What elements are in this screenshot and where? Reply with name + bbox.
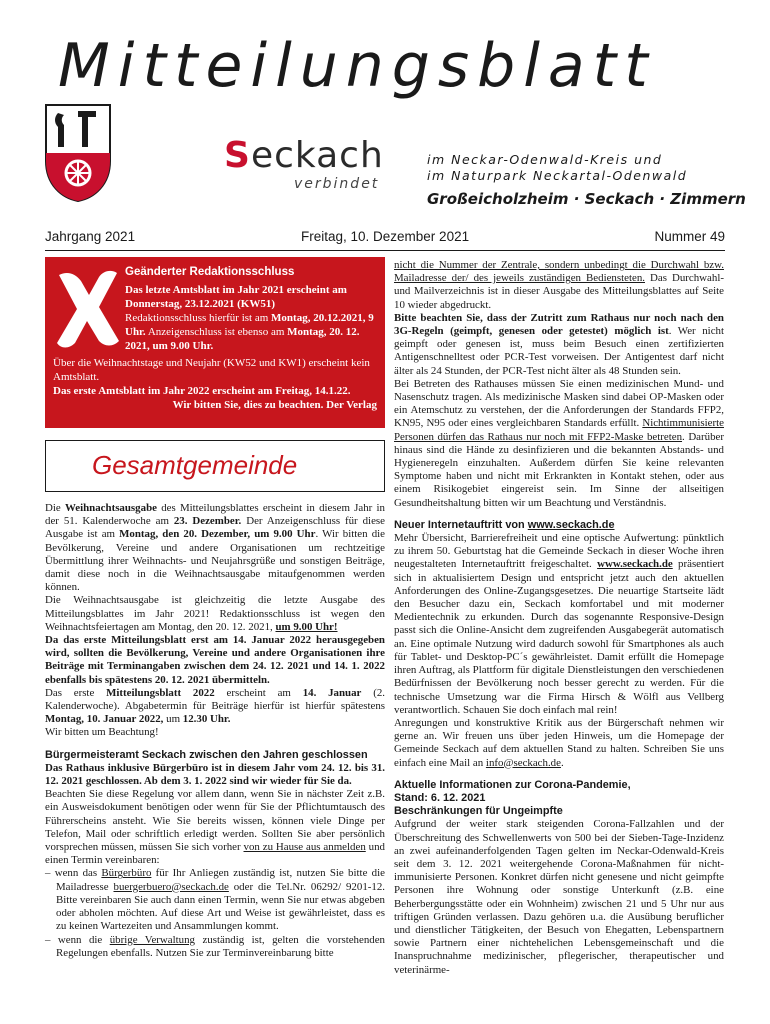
text: für Ihr Anliegen zuständig ist, nutzen Sie bitte die Mailadresse xyxy=(56,867,385,893)
region-line-2: im Naturpark Neckartal-Odenwald xyxy=(427,168,688,183)
paragraph-3g-rule xyxy=(394,312,724,378)
text: Montag, den 20. Dezember, um 9.00 Uhr xyxy=(119,528,316,541)
issue-meta-row xyxy=(45,229,725,247)
notice-line-2a: Redaktionsschluss hierfür ist am xyxy=(125,312,272,324)
text: Bitte beachten Sie, dass der Zutritt zum Rathaus nur noch nach den 3G-Regeln (geimpft, genesen oder getestet) möglich ist xyxy=(394,311,724,338)
notice-text xyxy=(125,265,375,353)
paragraph-feedback xyxy=(394,717,724,770)
spacer xyxy=(394,510,724,519)
text: 14. Januar xyxy=(302,686,362,699)
heading-corona-info: Aktuelle Informationen zur Corona-Pandemie, xyxy=(394,778,631,791)
region-info xyxy=(427,152,747,184)
paragraph-note: Wir bitten um Beachtung! xyxy=(45,726,159,739)
text: Der Anzeigenschluss für diese Ausgabe ist am xyxy=(45,515,385,541)
section-title: Gesamtgemeinde xyxy=(92,450,298,480)
notice-line-2 xyxy=(125,311,375,353)
region-line-1: im Neckar-Odenwald-Kreis und xyxy=(427,152,663,167)
header-divider xyxy=(45,250,725,251)
heading-new-website xyxy=(394,519,724,532)
seckach-logo xyxy=(224,135,384,192)
text: Weihnachtsausgabe xyxy=(64,502,157,514)
paragraph-first-issue-2022: Da das erste Mitteilungsblatt erst am 14. Januar 2022 herausgegeben wird, sollten die Bevölkerung, Vereine und andere Organisationen ihre Beiträge mit Terminangaben zwischen dem 24. 12. 2021 und 14. 1. 2022 ebenfalls bis spätestens 20. 12. 2021 übermitteln. xyxy=(45,634,385,686)
text: 23. Dezember. xyxy=(173,515,242,528)
heading-corona-date: Stand: 6. 12. 2021 xyxy=(394,791,486,804)
notice-line-1: Das letzte Amtsblatt im Jahr 2021 erscheint am Donnerstag, 23.12.2021 (KW51) xyxy=(125,284,347,310)
text: . Darüber hinaus sind die Hände zu desinfizieren und die bekannten Abstands- und Hygieneregeln einzuhalten. Außerdem dürfen Sie keine relevanten Symptome haben und nicht mit Erkrankten in Kontakt stehen, oder aus einem Risikogebiet eingereist sein. Im Sinne der allseitigen Gesundheitshaltung bitten wir um Beachtung und Verständnis. xyxy=(394,430,724,509)
district-names: Großeicholzheim · Seckach · Zimmern xyxy=(427,190,746,208)
text: Nichtimmunisierte Personen dürfen das Rathaus nur noch mit FFP2-Maske betreten xyxy=(394,417,724,443)
list-item-citizen-office xyxy=(45,867,385,933)
paragraph-closure-dates: Das Rathaus inklusive Bürgerbüro ist in diesem Jahr vom 24. 12. bis 31. 12. 2021 geschlossen. Ab dem 3. 1. 2022 sind wir wieder für Sie da. xyxy=(45,761,385,788)
text: nicht die Nummer der Zentrale, sondern unbedingt die Durchwahl bzw. Mailadresse der/ des jeweils zuständigen Bediensteten. xyxy=(394,259,724,285)
logo-name xyxy=(224,135,384,176)
paragraph-restrictions: Aufgrund der weiter stark steigenden Corona-Fallzahlen und der Überschreitung des Schwellenwerts von 500 bei der Sieben-Tage-Inzidenz an zwei aufeinanderfolgenden Tagen gelten im Neckar-Odenwald-Kreis seit dem 3. 12. 2021 weitergehende Corona-Maßnahmen für nicht-immunisierte Personen. Konkret dürfen nicht genesene und nicht geimpfte Personen ihre Wohnung oder sonstige Unterkunft (z.B. eine Beherbergungsstätte oder ein Wohnheim) zwischen 21 und 5 Uhr nur aus triftigen Gründen verlassen. Dazu gehören u.a. die Ausübung beruflicher und dienstlicher Tätigkeiten, der Besuch von Ehegatten, Lebenspartnern sowie Partnern einer nichtehelichen Lebensgemeinschaft und die Inanspruchnahme medizinischer, pflegerischer, therapeutischer und veterinärme- xyxy=(394,818,724,976)
paragraph-last-issue xyxy=(45,594,385,634)
logo-rest: eckach xyxy=(250,135,384,176)
list-item-administration xyxy=(45,934,385,960)
text: . xyxy=(560,756,564,769)
text: und einen Termin vereinbaren: xyxy=(45,841,385,867)
text: – wenn die xyxy=(45,933,110,946)
logo-slogan: verbindet xyxy=(294,176,380,192)
text: Montag, 10. Januar 2022, xyxy=(45,713,164,726)
text: des Mitteilungsblattes erscheint in diesem Jahr in der 51. Kalenderwoche am xyxy=(45,502,386,528)
heading-restrictions: Beschränkungen für Ungeimpfte xyxy=(394,805,563,818)
text: Neuer Internetauftritt von xyxy=(394,518,528,531)
paragraph-deadline-2022 xyxy=(45,687,385,727)
text: von zu Hause aus anmelden xyxy=(243,841,366,854)
notice-line-4: Das erste Amtsblatt im Jahr 2022 erscheint am Freitag, 14.1.22. xyxy=(53,385,351,397)
notice-line-2d: Montag, 20. 12. 2021, um 9.00 Uhr. xyxy=(125,326,360,352)
text: – wenn das xyxy=(45,867,102,880)
text: 12.30 Uhr. xyxy=(182,713,231,726)
text: um xyxy=(163,713,183,726)
logo-initial: S xyxy=(224,135,251,176)
text: zuständig ist, gelten die vorstehenden Regelungen ebenfalls. Nutzen Sie zur Terminvereinbarung bitte xyxy=(56,933,385,959)
heading-town-hall-closed: Bürgermeisteramt Seckach zwischen den Jahren geschlossen xyxy=(45,748,368,761)
website-heading-link[interactable]: www.seckach.de xyxy=(527,518,615,531)
text: . Wer nicht geimpft oder genesen ist, muss beim Besuch einen zertifizierten Antigenschnelltest oder PCR-Test vorweisen. Der Antigentest darf nicht älter als 24 Stunden, der PCR-Test nicht älter als 48 Stunden sein. xyxy=(394,325,724,377)
paragraph-masks xyxy=(394,378,724,510)
text: Mehr Übersicht, Barrierefreiheit und eine optische Aufwertung: pünktlich zu ihrem 50. Geburtstag hat die Gemeinde Seckach in dieser Woche ihren neugestalteten Internetauftritt freigeschaltet. xyxy=(394,532,724,571)
notice-line-3: Über die Weihnachtstage und Neujahr (KW52 und KW1) erscheint kein Amtsblatt. xyxy=(53,357,370,383)
issue-number: Nummer 49 xyxy=(654,229,725,244)
text: Die Weihnachtsausgabe ist gleichzeitig die letzte Ausgabe des Mitteilungsblattes im Jahr 2021! Redaktionsschluss ist wegen den Weihnachtsfeiertagen am Montag, den 20. 12. 2021, xyxy=(45,594,385,633)
text: oder die Tel.Nr. 06292/ 9201-12. Bitte vereinbaren Sie auch dann einen Termin, wenn Sie nur etwas abgeben oder abholen möchten. Auf diese Art und Weise ist gewährleistet, dass es zu keinen Wartezeiten und Ansammlungen kommt. xyxy=(56,880,386,933)
issue-date: Freitag, 10. Dezember 2021 xyxy=(301,229,470,244)
text: (2. Kalenderwoche). Abgabetermin für Beiträge hierfür ist hierfür spätestens xyxy=(45,686,385,713)
text: . Wir bitten die Bevölkerung, Vereine und andere Organisationen um rechtzeitige Übermittlung ihrer Weihnachts- und Neujahrsgrüße und sonstigen Beiträge, damit diese noch in die Weihnachtsausgabe mitaufgenommen werden können. xyxy=(45,528,386,594)
info-email-link[interactable]: info@seckach.de xyxy=(485,756,561,769)
text: Mitteilungsblatt 2022 xyxy=(106,686,215,699)
notice-line-5: Wir bitten Sie, dies zu beachten. Der Verlag xyxy=(172,399,377,411)
text: Das Durchwahl- und Mailverzeichnis ist in dieser Ausgabe des Mitteilungsblattes auf Seite 10 wieder abgedruckt. xyxy=(394,272,724,311)
x-mark-icon xyxy=(53,267,123,351)
right-column xyxy=(394,259,724,977)
citizen-office-email-link[interactable]: buergerbuero@seckach.de xyxy=(113,880,229,893)
masthead-title: Mitteilungsblatt xyxy=(58,31,656,101)
notice-footer xyxy=(53,356,377,412)
text: Die xyxy=(45,502,65,514)
text: übrige Verwaltung xyxy=(109,933,195,946)
paragraph-direct-dial xyxy=(394,259,724,312)
text: erscheint am xyxy=(214,686,303,699)
text: Beachten Sie diese Regelung vor allem dann, wenn Sie in nächster Zeit z.B. ein Ausweisdokument benötigen oder wenn für Sie der Pflichtumtausch des Führerscheins ansteht. Wie Sie bereits wissen, können viele Dinge per Telefon, Mail oder schriftlich erledigt werden. Sollten Sie aber persönlich vorsprechen müssen, müssen Sie sich vorher xyxy=(45,788,385,854)
notice-line-2b: Montag, 20.12.2021, 9 Uhr. xyxy=(125,312,374,338)
spacer xyxy=(394,770,724,779)
left-column xyxy=(45,502,385,960)
issue-volume: Jahrgang 2021 xyxy=(45,229,136,244)
text: Anregungen und konstruktive Kritik aus der Bürgerschaft nehmen wir gerne an. Wir freuen uns über jeden Hinweis, um die Homepage der Gemeinde Seckach auf dem aktuellen Stand zu halten. Schreiben Sie uns einfach eine Mail an xyxy=(394,716,724,769)
text: um 9.00 Uhr! xyxy=(275,620,338,633)
deadline-notice-box xyxy=(45,257,385,428)
coat-of-arms-icon xyxy=(44,103,112,203)
text: Das erste xyxy=(45,686,107,699)
paragraph-christmas-issue xyxy=(45,502,385,594)
text: Bei Betreten des Rathauses müssen Sie einen medizinischen Mund- und Nasenschutz tragen. Als medizinische Masken sind dabei OP-Masken oder ein Atemschutz zu verstehen, der die Anforderungen der Standards FFP2, KN95, N95 oder eines vergleichbaren Standards erfüllt. xyxy=(394,377,724,430)
text: Bürgerbüro xyxy=(101,867,152,880)
website-link[interactable]: www.seckach.de xyxy=(597,558,673,571)
text: präsentiert sich in aktualisiertem Design und entspricht jetzt auch den aktuellen Anforderungen des Online-Zugangsgesetzes. Die neuartige Startseite lädt den Besucher dazu ein, Seckach komfortabel und mit moderner Medientechnik zu erkunden. Durch das sogenannte Responsive-Design passt sich die Online-Ansicht dem zugreifenden Ausgabegerät automatisch an. Eine optimale Nutzung wird dadurch sowohl für Smartphones als auch für Tablet- und Desktop-PC´s gewährleistet. Damit erfüllt die Homepage ihren Auftrag, als Plattform für digitale Dienstleistungen den verschiedenen Bedürfnissen der Bevölkerung noch besser gerecht zu werden. Für die technische Umsetzung war die Firma Hirsch & Wölfl aus Vellberg verantwortlich. Schauen Sie doch einfach mal rein! xyxy=(394,558,724,716)
notice-line-2c: Anzeigenschluss ist ebenso am xyxy=(145,326,288,338)
paragraph-appointments xyxy=(45,788,385,867)
section-heading-box xyxy=(45,440,385,492)
notice-title: Geänderter Redaktionsschluss xyxy=(125,266,295,278)
spacer xyxy=(45,740,385,749)
paragraph-website xyxy=(394,532,724,717)
